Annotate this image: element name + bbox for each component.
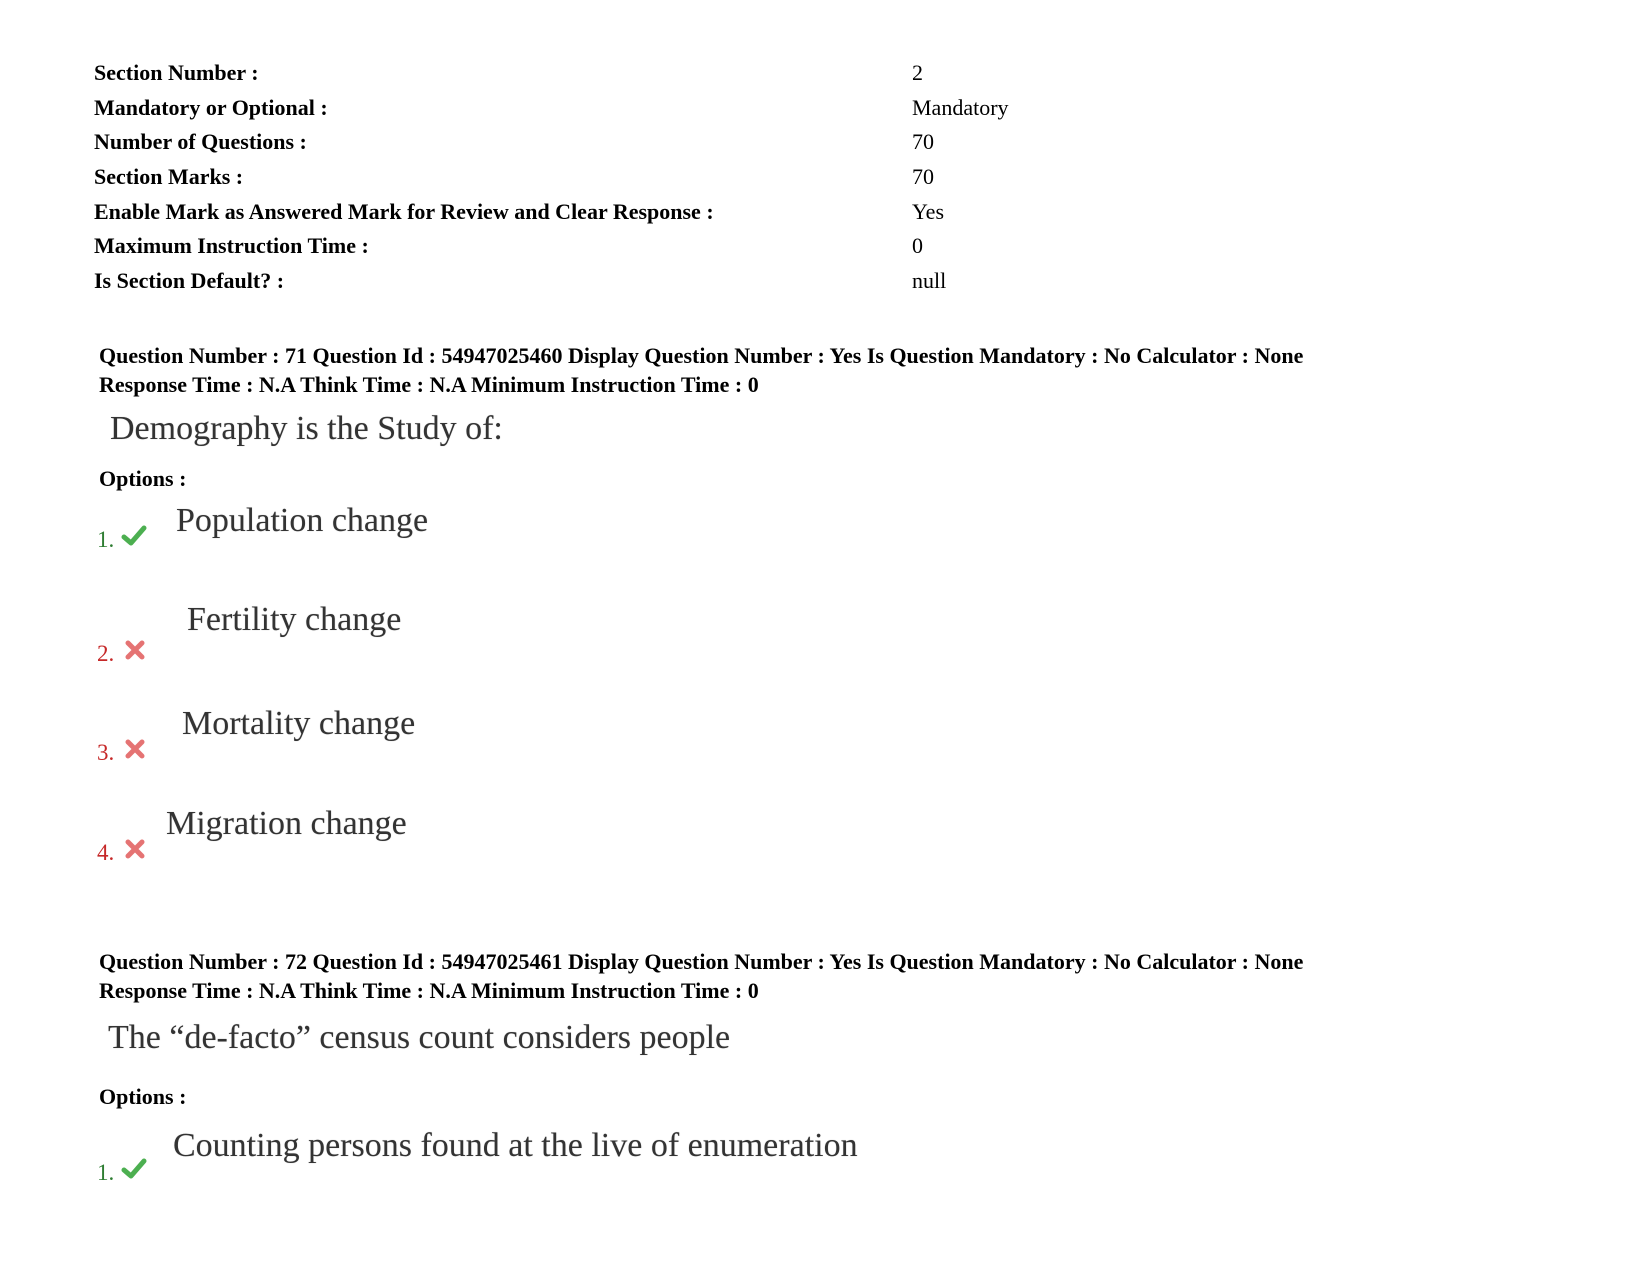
option-number: 1. — [97, 1160, 115, 1185]
section-info-table — [94, 58, 1294, 301]
section-info-row — [94, 197, 1294, 232]
question-header-line2: Response Time : N.A Think Time : N.A Minimum Instruction Time : 0 — [99, 371, 759, 397]
mandatory-optional-value: Mandatory — [912, 94, 1009, 120]
cross-icon — [122, 836, 148, 862]
number-of-questions-label: Number of Questions : — [94, 129, 307, 155]
options-label: Options : — [99, 466, 187, 491]
section-number-value: 2 — [912, 60, 923, 85]
section-info-row — [94, 162, 1294, 197]
cross-icon — [122, 637, 148, 663]
option-text: Population change — [176, 502, 429, 539]
options-label: Options : — [99, 1084, 187, 1109]
enable-mark-value: Yes — [912, 198, 945, 224]
question-header-line1: Question Number : 71 Question Id : 54947025460 Display Question Number : Yes Is Question Mandatory : No Calculator : None — [99, 343, 1304, 368]
question-header — [99, 948, 1303, 1005]
max-instruction-time-label: Maximum Instruction Time : — [94, 233, 369, 259]
section-marks-value: 70 — [912, 164, 934, 190]
option-number: 4. — [97, 840, 115, 865]
section-info-row — [94, 231, 1294, 266]
option-text: Fertility change — [187, 601, 402, 638]
cross-icon — [122, 736, 148, 762]
is-section-default-value: null — [912, 268, 947, 294]
section-info-row — [94, 127, 1294, 162]
mandatory-optional-label: Mandatory or Optional : — [94, 94, 328, 120]
question-text: Demography is the Study of: — [110, 410, 503, 447]
number-of-questions-value: 70 — [912, 129, 934, 155]
section-number-label: Section Number : — [94, 60, 259, 85]
option-number: 2. — [97, 641, 115, 666]
section-info-row — [94, 93, 1294, 128]
question-header-line1: Question Number : 72 Question Id : 54947025461 Display Question Number : Yes Is Question Mandatory : No Calculator : None — [99, 949, 1304, 974]
option-text: Migration change — [166, 805, 407, 842]
check-icon — [121, 1156, 147, 1182]
option-number: 1. — [97, 527, 115, 552]
enable-mark-label: Enable Mark as Answered Mark for Review and Clear Response : — [94, 198, 714, 224]
question-header-line2: Response Time : N.A Think Time : N.A Minimum Instruction Time : 0 — [99, 977, 759, 1003]
question-header — [99, 342, 1303, 399]
section-info-row — [94, 58, 1294, 93]
section-marks-label: Section Marks : — [94, 164, 244, 190]
section-info-row — [94, 266, 1294, 301]
option-text: Mortality change — [182, 705, 416, 742]
option-text: Counting persons found at the live of enumeration — [173, 1127, 858, 1164]
check-icon — [121, 523, 147, 549]
is-section-default-label: Is Section Default? : — [94, 268, 285, 294]
question-text: The “de-facto” census count considers people — [108, 1019, 731, 1056]
option-number: 3. — [97, 740, 115, 765]
max-instruction-time-value: 0 — [912, 233, 923, 259]
